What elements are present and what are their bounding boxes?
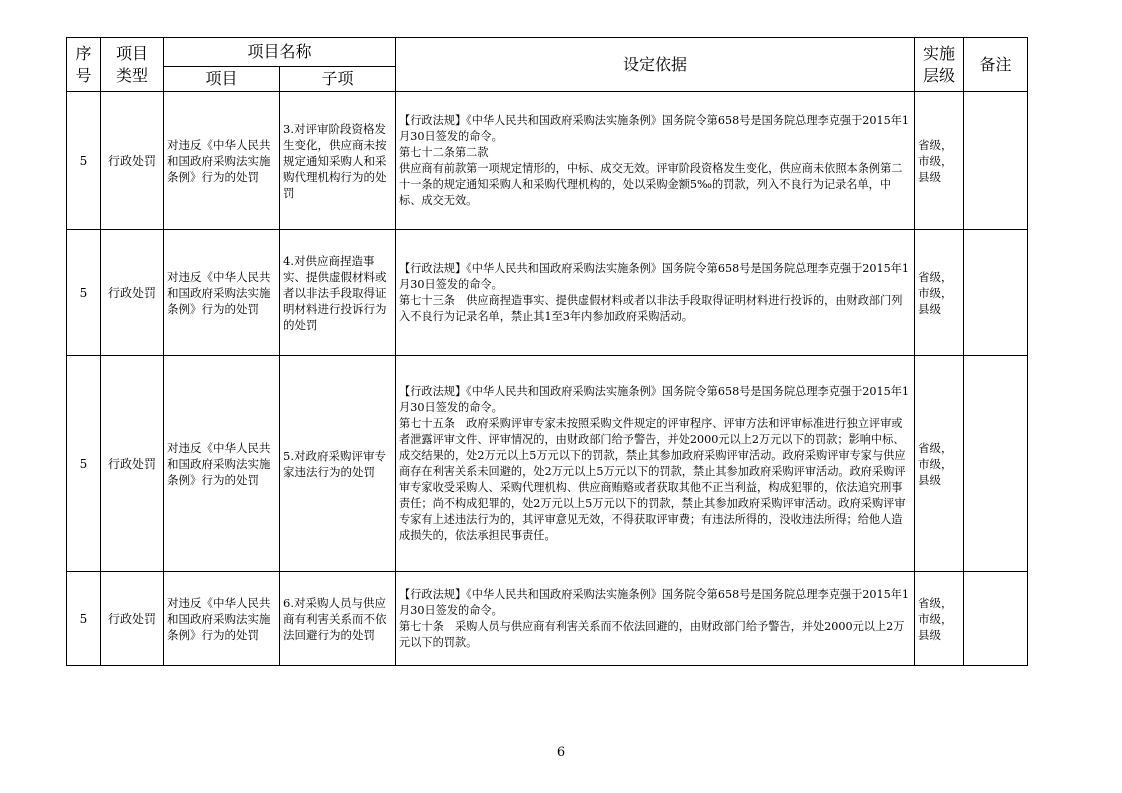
sub-cell: 6.对采购人员与供应商有利害关系而不依法回避行为的处罚 — [280, 572, 396, 666]
basis-line: 第七十三条 供应商捏造事实、提供虚假材料或者以非法手段取得证明材料进行投诉的，由财政部门列入不良行为记录名单，禁止其1至3年内参加政府采购活动。 — [399, 293, 903, 323]
basis-cell — [396, 572, 915, 666]
level-cell: 省级，市级，县级 — [915, 230, 964, 356]
item-cell: 对违反《中华人民共和国政府采购法实施条例》行为的处罚 — [164, 356, 280, 572]
basis-line: 第七十二条第二款 — [399, 145, 489, 159]
sub-cell: 5.对政府采购评审专家违法行为的处罚 — [280, 356, 396, 572]
basis-line: 【行政法规】《中华人民共和国政府采购法实施条例》国务院令第658号是国务院总理李克强于2015年1月30日签发的命令。 — [399, 384, 910, 414]
level-cell: 省级，市级，县级 — [915, 356, 964, 572]
remark-cell — [964, 230, 1028, 356]
basis-line: 【行政法规】《中华人民共和国政府采购法实施条例》国务院令第658号是国务院总理李克强于2015年1月30日签发的命令。 — [399, 113, 910, 143]
sub-cell: 4.对供应商捏造事实、提供虚假材料或者以非法手段取得证明材料进行投诉行为的处罚 — [280, 230, 396, 356]
item-cell: 对违反《中华人民共和国政府采购法实施条例》行为的处罚 — [164, 92, 280, 230]
basis-line: 第七十条 采购人员与供应商有利害关系而不依法回避的，由财政部门给予警告，并处2000元以上2万元以下的罚款。 — [399, 619, 905, 649]
header-sub: 子项 — [280, 67, 396, 92]
table-row — [67, 356, 1028, 572]
header-name-group: 项目名称 — [164, 38, 396, 67]
table-row — [67, 572, 1028, 666]
basis-line: 【行政法规】《中华人民共和国政府采购法实施条例》国务院令第658号是国务院总理李克强于2015年1月30日签发的命令。 — [399, 587, 910, 617]
page-number: 6 — [556, 745, 566, 760]
seq-cell: 5 — [67, 356, 101, 572]
basis-cell — [396, 356, 915, 572]
item-cell: 对违反《中华人民共和国政府采购法实施条例》行为的处罚 — [164, 572, 280, 666]
level-cell: 省级，市级，县级 — [915, 92, 964, 230]
basis-cell — [396, 230, 915, 356]
remark-cell — [964, 92, 1028, 230]
header-type: 项目类型 — [101, 38, 164, 92]
header-level: 实施层级 — [915, 38, 964, 92]
table-row — [67, 230, 1028, 356]
level-cell: 省级，市级，县级 — [915, 572, 964, 666]
basis-line: 供应商有前款第一项规定情形的，中标、成交无效。评审阶段资格发生变化，供应商未依照本条例第二十一条的规定通知采购人和采购代理机构的，处以采购金额5‰的罚款，列入不良行为记录名单，中标、成交无效。 — [399, 161, 903, 207]
seq-cell: 5 — [67, 572, 101, 666]
basis-line: 【行政法规】《中华人民共和国政府采购法实施条例》国务院令第658号是国务院总理李克强于2015年1月30日签发的命令。 — [399, 261, 910, 291]
type-cell: 行政处罚 — [101, 356, 164, 572]
seq-cell: 5 — [67, 230, 101, 356]
regulation-table — [66, 37, 1028, 666]
sub-cell: 3.对评审阶段资格发生变化，供应商未按规定通知采购人和采购代理机构行为的处罚 — [280, 92, 396, 230]
table-row — [67, 92, 1028, 230]
type-cell: 行政处罚 — [101, 92, 164, 230]
header-item: 项目 — [164, 67, 280, 92]
remark-cell — [964, 356, 1028, 572]
seq-cell: 5 — [67, 92, 101, 230]
header-basis: 设定依据 — [396, 38, 915, 92]
basis-cell — [396, 92, 915, 230]
item-cell: 对违反《中华人民共和国政府采购法实施条例》行为的处罚 — [164, 230, 280, 356]
header-remark: 备注 — [964, 38, 1028, 92]
basis-line: 第七十五条 政府采购评审专家未按照采购文件规定的评审程序、评审方法和评审标准进行独立评审或者泄露评审文件、评审情况的，由财政部门给予警告，并处2000元以上2万元以下的罚款；影响中标、成交结果的，处2万元以上5万元以下的罚款，禁止其参加政府采购评审活动。政府采购评审专家与供应商存在利害关系未回避的，处2万元以上5万元以下的罚款，禁止其参加政府采购评审活动。政府采购评审专家收受采购人、采购代理机构、供应商贿赂或者获取其他不正当利益，构成犯罪的，依法追究刑事责任；尚不构成犯罪的，处2万元以上5万元以下的罚款，禁止其参加政府采购评审活动。政府采购评审专家有上述违法行为的，其评审意见无效，不得获取评审费；有违法所得的，没收违法所得；给他人造成损失的，依法承担民事责任。 — [399, 416, 906, 542]
type-cell: 行政处罚 — [101, 230, 164, 356]
remark-cell — [964, 572, 1028, 666]
header-seq: 序号 — [67, 38, 101, 92]
type-cell: 行政处罚 — [101, 572, 164, 666]
